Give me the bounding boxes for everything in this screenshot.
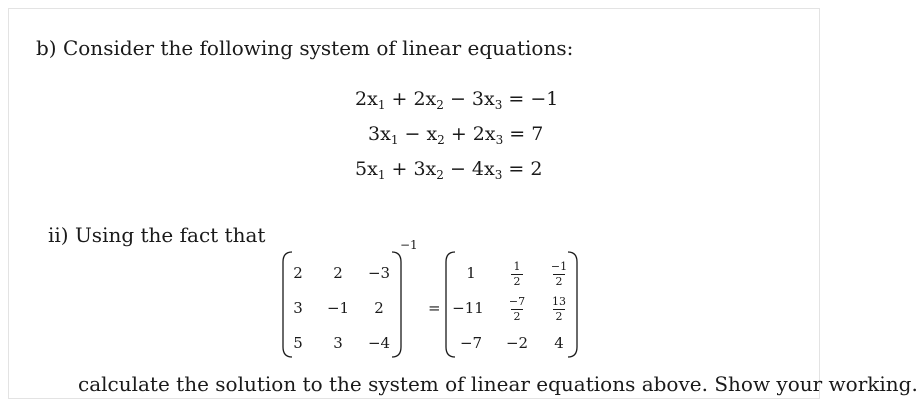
matrix-a-cell: 3 <box>333 334 343 352</box>
matrix-a-cell: −1 <box>326 299 350 317</box>
inverse-cell: −11 <box>452 299 484 317</box>
matrix-a-cell: 3 <box>293 299 303 317</box>
matrix-a-cell: 2 <box>374 299 384 317</box>
matrix-a-cell: 5 <box>293 334 303 352</box>
inverse-cell: 1 <box>466 264 476 282</box>
inverse-cell: −2 <box>505 334 529 352</box>
inverse-fraction: 13 2 <box>552 295 566 323</box>
equation-1: $2x_1 + 2x_2 - 3x_3 = -1$ <box>355 88 559 112</box>
equals-sign: = <box>428 299 441 317</box>
inverse-fraction: −7 2 <box>508 295 526 323</box>
inverse-fraction: −1 2 <box>550 260 568 288</box>
equation-3: $5x_1 + 3x_2 - 4x_3 = 2$ <box>355 158 543 182</box>
inverse-cell: −7 <box>459 334 483 352</box>
matrix-a-cell: 2 <box>333 264 343 282</box>
instruction-text: calculate the solution to the system of linear equations above. Show your working. <box>78 372 918 396</box>
inverse-exponent: −1 <box>400 238 418 252</box>
part-ii-heading: ii) Using the fact that <box>48 223 266 247</box>
inverse-fraction: 1 2 <box>505 261 529 288</box>
matrix-a-cell: −4 <box>367 334 391 352</box>
matrix-a-cell: −3 <box>367 264 391 282</box>
part-b-heading: b) Consider the following system of linear equations: <box>36 36 574 60</box>
matrix-a-cell: 2 <box>293 264 303 282</box>
inverse-cell: 4 <box>554 334 564 352</box>
equation-2: $3x_1 - x_2 + 2x_3 = 7$ <box>368 123 544 147</box>
